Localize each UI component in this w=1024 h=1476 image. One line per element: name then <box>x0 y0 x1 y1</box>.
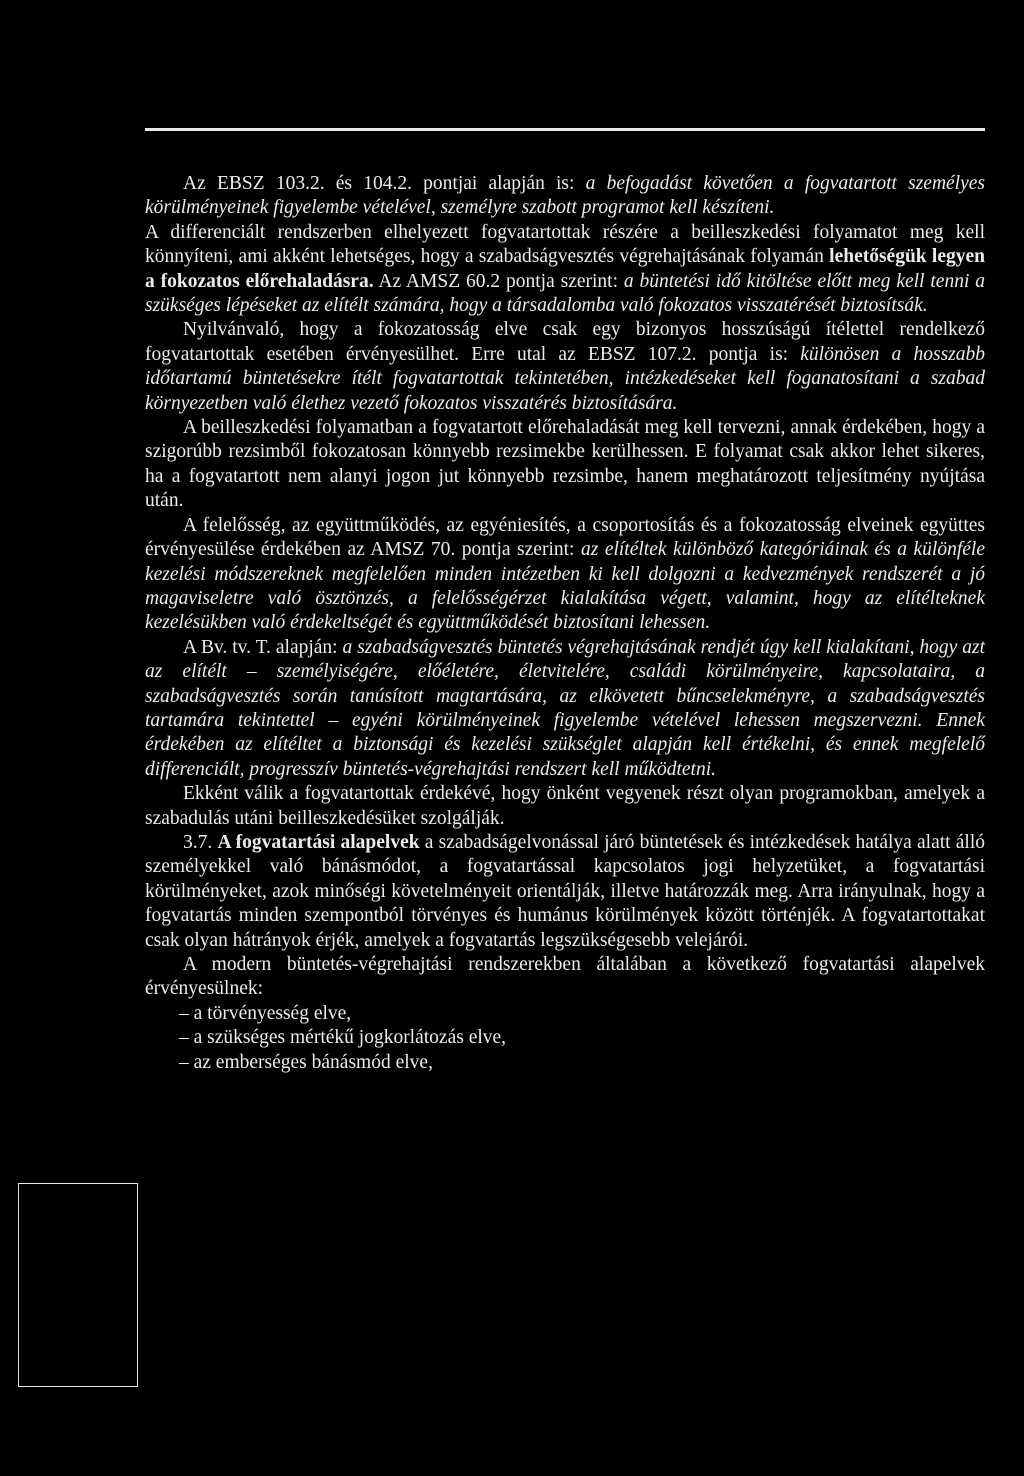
text-run: 3.7. <box>183 831 218 853</box>
bold-phrase: A fogvatartási alapelvek <box>217 831 420 853</box>
italic-quote: az elítéltek különböző kategóriáinak és a különféle kezelési módszereknek megfelelően minden intézetben ki kell dolgozni a kedvezmények rendszerét a jó magaviseletre való ösztönzés, a felelősségérzet kialakítása végett, valamint, hogy az elítélteknek kezelésükben való érdekeltségét és együttműködését biztosítani lehessen. <box>145 539 985 634</box>
paragraph-p7 <box>145 782 985 831</box>
principles-list <box>145 1002 985 1075</box>
bold-phrase: lehetőségük legyen a fokozatos előrehaladásra. <box>145 246 985 292</box>
list-item: – az emberséges bánásmód elve, <box>179 1051 433 1073</box>
header-rule <box>145 128 985 131</box>
italic-quote: a befogadást követően a fogvatartott személyes körülményeinek figyelembe vételével, személyre szabott programot kell készíteni. <box>145 173 985 219</box>
text-run: a szabadságelvonással járó büntetések és intézkedések hatálya alatt álló személyekkel való bánásmódot, a fogvatartással kapcsolatos jogi helyzetüket, a fogvatartási körülményeket, azok minőségi követelményeit orientálják, illetve határozzák meg. Arra irányulnak, hogy a fogvatartás minden szempontból törvényes és humánus körülmények között történjék. A fogvatartottakat csak olyan hátrányok érjék, amelyek a fogvatartás legszükségesebb velejárói. <box>145 831 986 951</box>
text-run: Ekként válik a fogvatartottak érdekévé, hogy önként vegyenek részt olyan programokban, amelyek a szabadulás utáni beilleszkedésüket szolgálják. <box>145 783 985 829</box>
text-run: A differenciált rendszerben elhelyezett fogvatartottak részére a beilleszkedési folyamatot meg kell könnyíteni, ami akként lehetséges, hogy a szabadságvesztés végrehajtásának folyamán <box>145 221 985 268</box>
text-run: Nyilvánvaló, hogy a fokozatosság elve csak egy bizonyos hosszúságú ítélettel rendelkező fogvatartottak esetében érvényesülhet. Erre utal az EBSZ 107.2. pontja is: <box>145 319 985 365</box>
italic-quote: a büntetési idő kitöltése előtt meg kell tenni a szükséges lépéseket az elítélt számára, hogy a társadalomba való fokozatos visszatérését biztosítsák. <box>145 270 985 317</box>
margin-box <box>18 1183 138 1387</box>
paragraph-p6 <box>145 636 985 782</box>
paragraph-p9 <box>145 953 985 1002</box>
paragraphs <box>145 172 985 1002</box>
paragraph-p3 <box>145 318 985 416</box>
text-run: A Bv. tv. T. alapján: <box>183 636 343 658</box>
text-run: A felelősség, az együttműködés, az egyéniesítés, a csoportosítás és a fokozatosság elveinek együttes érvényesülése érdekében az AMSZ 70. pontja szerint: <box>145 514 985 561</box>
paragraph-p5 <box>145 514 985 636</box>
text-run: Az AMSZ 60.2 pontja szerint: <box>373 270 624 292</box>
italic-quote: különösen a hosszabb időtartamú büntetésekre ítélt fogvatartottak tekintetében, intézkedéseket kell foganatosítani a szabad környezetben való élethez vezető fokozatos visszatérés biztosítására. <box>145 343 985 414</box>
list-item: – a törvényesség elve, <box>179 1002 352 1024</box>
paragraph-p1 <box>145 172 985 221</box>
italic-quote: a szabadságvesztés büntetés végrehajtásának rendjét úgy kell kialakítani, hogy azt az elítélt – személyiségére, előéletére, életvitelére, családi körülményeire, kapcsolataira, a szabadságvesztés során tanúsított magtartására, az elkövetett bűncselekményre, a szabadságvesztés tartamára tekintettel – egyéni körülményeinek figyelembe vételével lehessen megszervezni. Ennek érdekében az elítéltet a biztonsági és kezelési szükséglet alapján kell értékelni, és ennek megfelelő differenciált, progresszív büntetés-végrehajtási rendszert kell működtetni. <box>145 636 985 780</box>
paragraph-p2 <box>145 221 985 319</box>
text-run: A modern büntetés-végrehajtási rendszerekben általában a következő fogvatartási alapelvek érvényesülnek: <box>145 954 985 1000</box>
page-body <box>145 172 985 1075</box>
text-run: Az EBSZ 103.2. és 104.2. pontjai alapján is: <box>183 173 586 194</box>
list-item: – a szükséges mértékű jogkorlátozás elve, <box>179 1027 507 1049</box>
paragraph-p8 <box>145 831 985 953</box>
paragraph-p4 <box>145 416 985 514</box>
text-run: A beilleszkedési folyamatban a fogvatartott előrehaladását meg kell tervezni, annak érdekében, hogy a szigorúbb rezsimből fokozatosan könnyebb rezsimekbe kerülhessen. E folyamat csak akkor lehet sikeres, ha a fogvatartott nem alanyi jogon jut könnyebb rezsimbe, hanem meghatározott teljesítmény nyújtása után. <box>145 417 985 512</box>
